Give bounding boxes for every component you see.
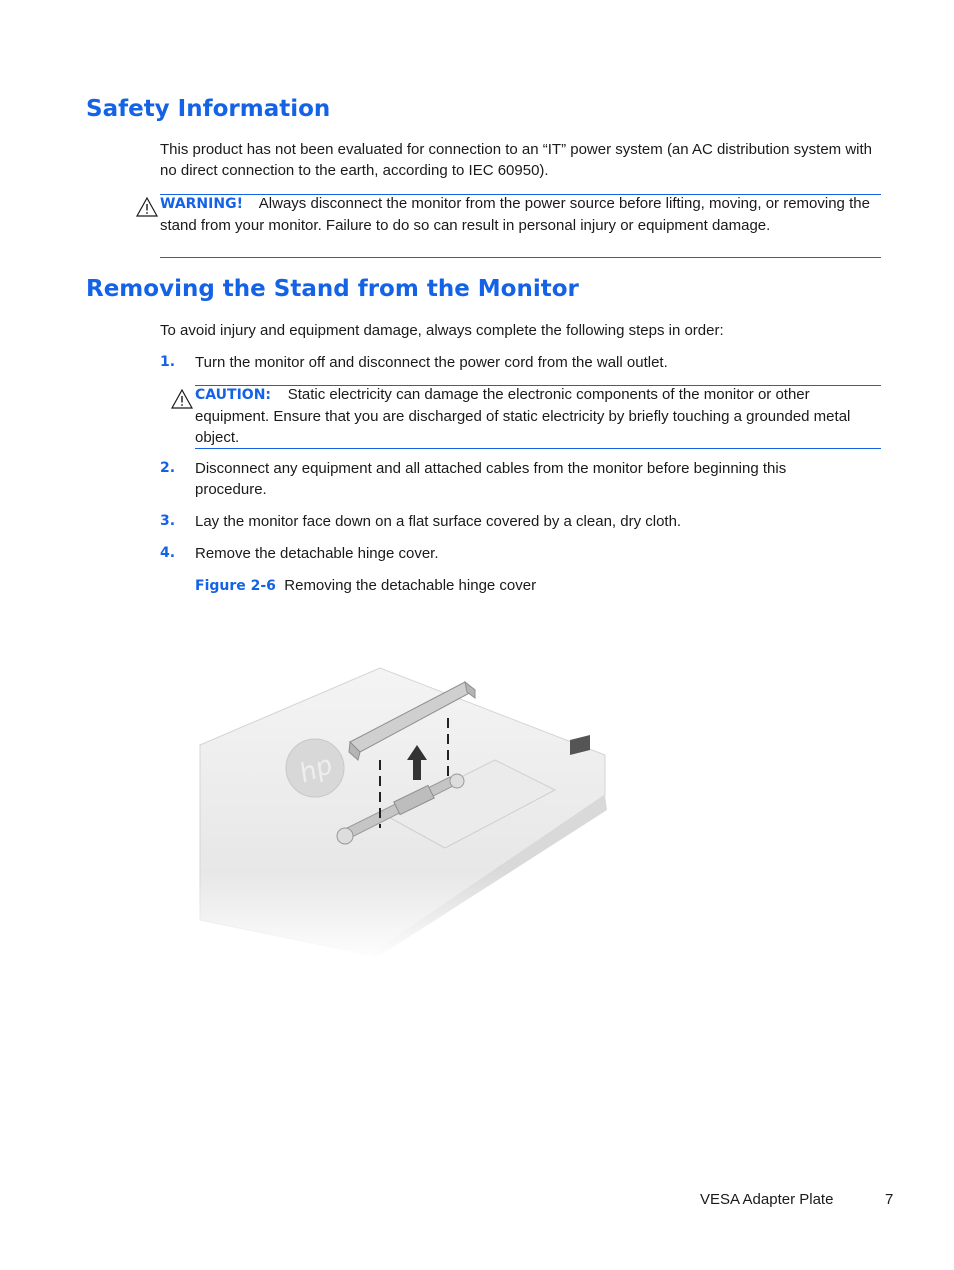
warning-notice (160, 194, 881, 258)
warning-label: WARNING! (160, 196, 243, 212)
step-2-text: Disconnect any equipment and all attached cables from the monitor before beginning this procedure. (195, 460, 787, 498)
step-4-number: 4. (160, 545, 176, 561)
removing-stand-heading: Removing the Stand from the Monitor (86, 276, 579, 302)
warning-triangle-icon (136, 197, 158, 217)
caution-text: Static electricity can damage the electronic components of the monitor or other equipment. Ensure that you are discharged of static electricity by briefly touching a grounded metal object. (195, 386, 851, 446)
step-3-number: 3. (160, 513, 176, 529)
safety-paragraph: This product has not been evaluated for connection to an “IT” power system (an AC distribution system with no direct connection to the earth, according to IEC 60950). (160, 141, 873, 179)
footer-page-number: 7 (885, 1191, 894, 1208)
hinge-cover-illustration (195, 660, 615, 960)
steps-intro: To avoid injury and equipment damage, always complete the following steps in order: (160, 322, 724, 339)
caution-triangle-icon (171, 389, 193, 409)
step-1-number: 1. (160, 354, 176, 370)
caution-label: CAUTION: (195, 387, 272, 403)
figure-caption-text: Removing the detachable hinge cover (284, 577, 537, 594)
figure-label: Figure 2-6 (195, 578, 276, 594)
safety-information-heading: Safety Information (86, 96, 331, 122)
figure-caption (195, 575, 536, 597)
step-3-text: Lay the monitor face down on a flat surface covered by a clean, dry cloth. (195, 513, 682, 530)
footer-section-title: VESA Adapter Plate (700, 1191, 834, 1208)
step-2-number: 2. (160, 460, 176, 476)
caution-notice (195, 385, 881, 449)
warning-text: Always disconnect the monitor from the power source before lifting, moving, or removing the stand from your monitor. Failure to do so can result in personal injury or equipment damage. (160, 195, 870, 234)
step-4-text: Remove the detachable hinge cover. (195, 545, 439, 562)
step-1-text: Turn the monitor off and disconnect the power cord from the wall outlet. (195, 354, 668, 371)
